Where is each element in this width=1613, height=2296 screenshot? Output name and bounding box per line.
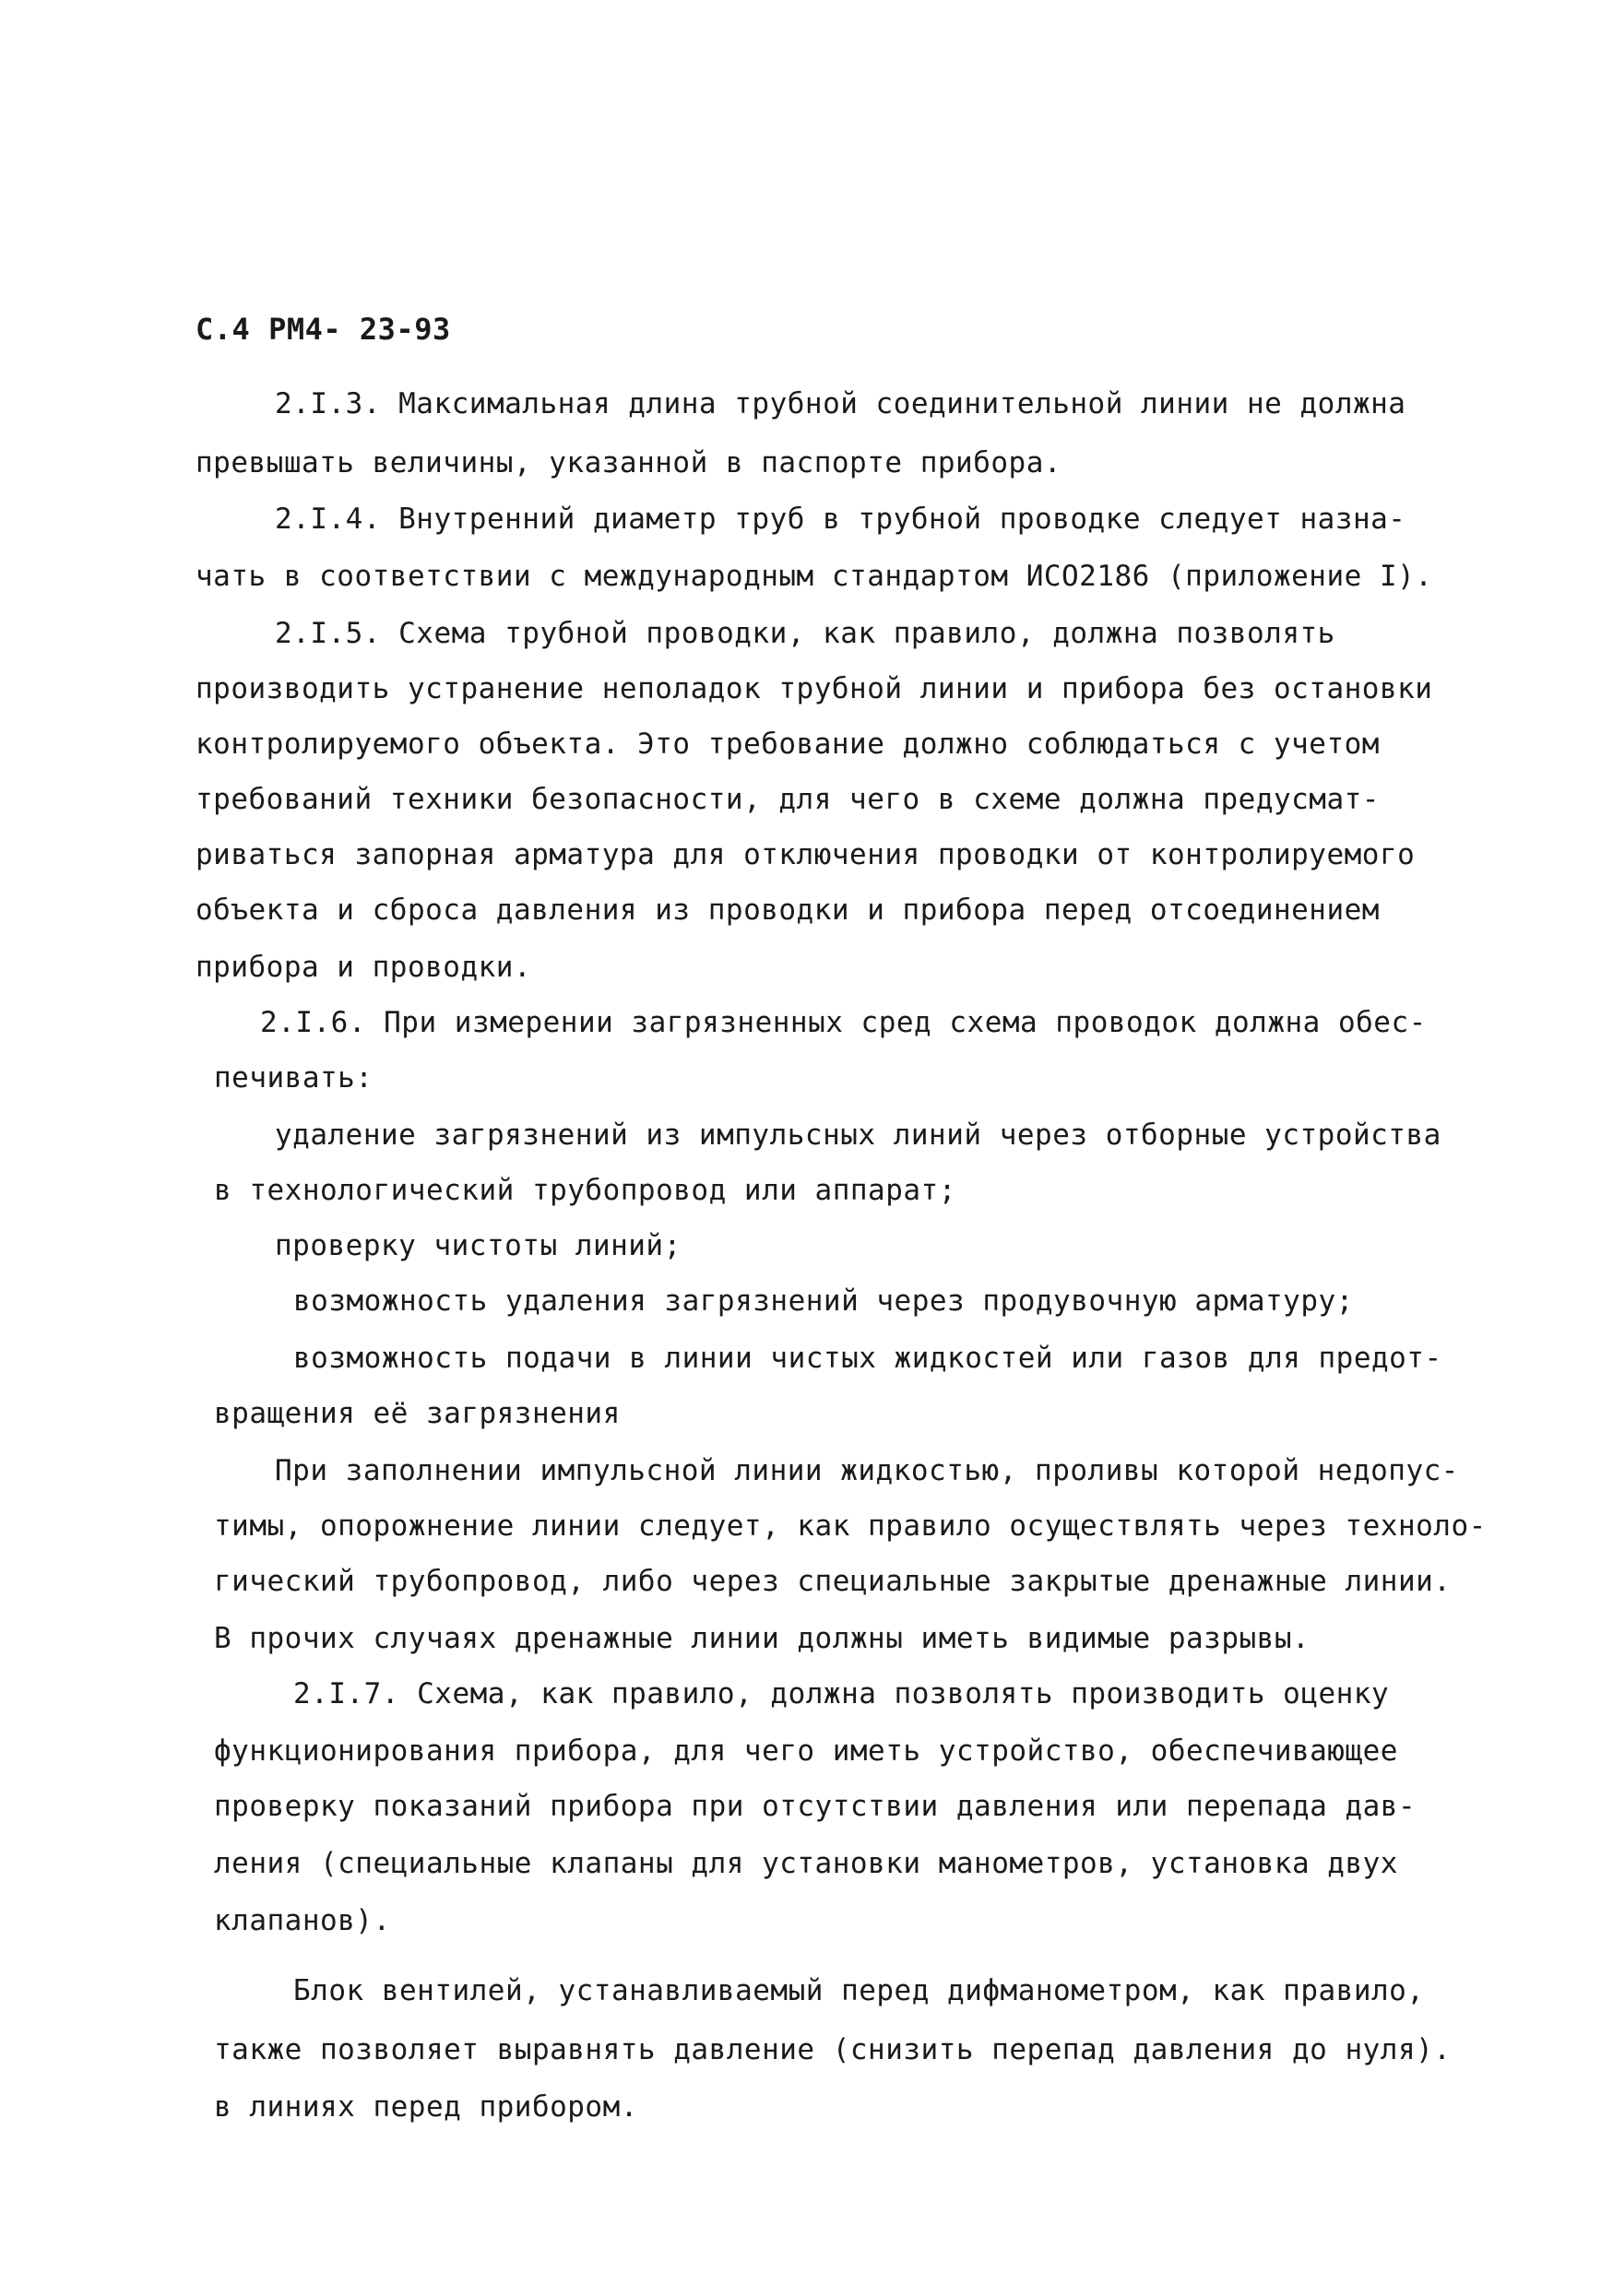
text-line: функционирования прибора, для чего иметь устройство, обеспечивающее: [214, 1734, 1398, 1768]
text-line: тимы, опорожнение линии следует, как правило осуществлять через техноло-: [214, 1509, 1487, 1543]
page-header: С.4 РМ4- 23-93: [196, 312, 451, 347]
text-line: 2.I.4. Внутренний диаметр труб в трубной проводке следует назна-: [275, 503, 1406, 536]
text-line: проверку показаний прибора при отсутствии давления или перепада дав-: [214, 1790, 1417, 1823]
text-line: 2.I.6. При измерении загрязненных сред схема проводок должна обес-: [260, 1006, 1427, 1039]
text-line: объекта и сброса давления из проводки и прибора перед отсоединением: [196, 894, 1380, 927]
text-line: возможность подачи в линии чистых жидкостей или газов для предот-: [293, 1342, 1442, 1375]
text-line: 2.I.3. Максимальная длина трубной соединительной линии не должна: [275, 387, 1406, 420]
text-line: При заполнении импульсной линии жидкостью, проливы которой недопус-: [275, 1454, 1459, 1487]
text-line: риваться запорная арматура для отключения проводки от контролируемого: [196, 838, 1416, 871]
text-line: проверку чистоты линий;: [275, 1229, 682, 1262]
text-line: вращения её загрязнения: [214, 1397, 621, 1430]
text-line: также позволяет выравнять давление (снизить перепад давления до нуля).: [214, 2033, 1452, 2066]
text-line: Блок вентилей, устанавливаемый перед дифманометром, как правило,: [293, 1974, 1425, 2007]
text-line: чать в соответствии с международным стандартом ИСО2186 (приложение I).: [196, 560, 1433, 593]
text-line: в линиях перед прибором.: [214, 2090, 638, 2124]
text-line: превышать величины, указанной в паспорте прибора.: [196, 446, 1062, 479]
text-line: 2.I.5. Схема трубной проводки, как правило, должна позволять: [275, 617, 1335, 650]
text-line: гический трубопровод, либо через специальные закрытые дренажные линии.: [214, 1565, 1452, 1598]
text-line: контролируемого объекта. Это требование должно соблюдаться с учетом: [196, 728, 1380, 761]
text-line: возможность удаления загрязнений через продувочную арматуру;: [293, 1284, 1354, 1318]
text-line: требований техники безопасности, для чего в схеме должна предусмат-: [196, 783, 1380, 816]
text-line: печивать:: [214, 1061, 374, 1095]
text-line: удаление загрязнений из импульсных линий через отборные устройства: [275, 1118, 1441, 1152]
text-line: В прочих случаях дренажные линии должны иметь видимые разрывы.: [214, 1622, 1311, 1655]
text-line: производить устранение неполадок трубной линии и прибора без остановки: [196, 672, 1433, 705]
text-line: ления (специальные клапаны для установки манометров, установка двух: [214, 1847, 1398, 1880]
text-line: прибора и проводки.: [196, 951, 532, 984]
text-line: в технологический трубопровод или аппарат;: [214, 1174, 956, 1207]
text-line: 2.I.7. Схема, как правило, должна позволять производить оценку: [293, 1677, 1390, 1710]
text-line: клапанов).: [214, 1904, 391, 1937]
